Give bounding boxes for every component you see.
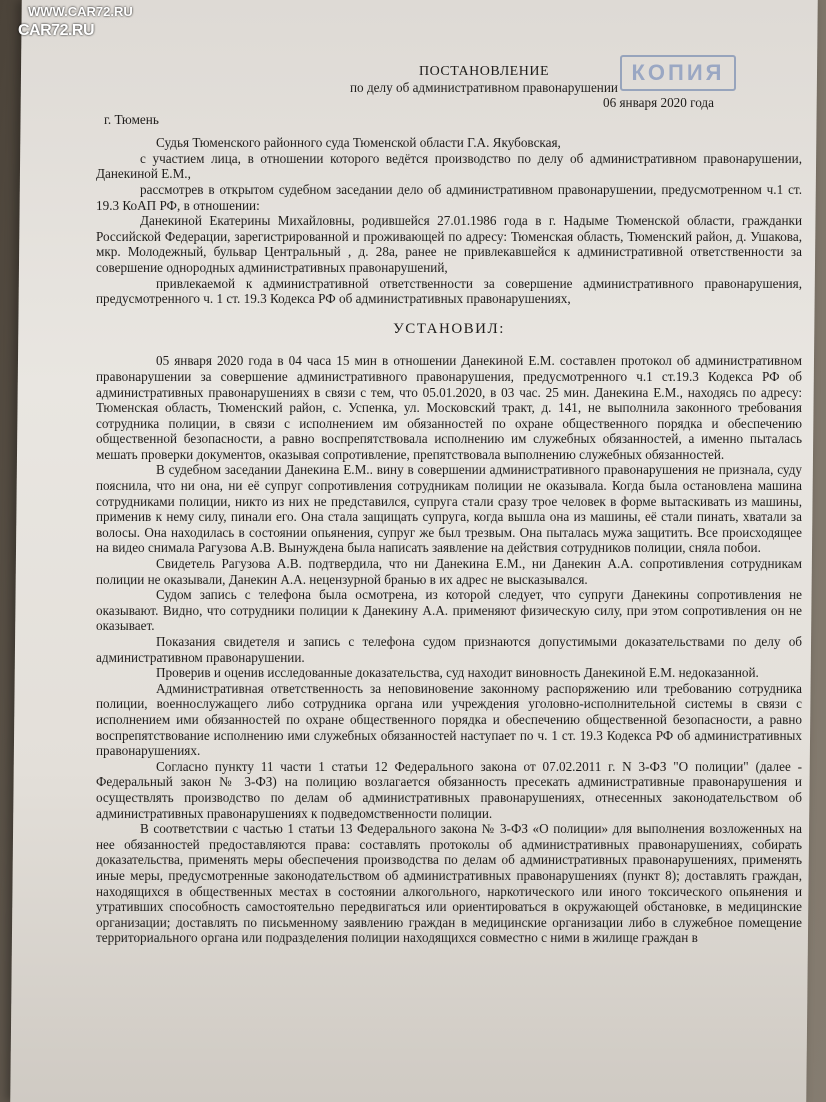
document-body: [96, 64, 802, 946]
place-date-line: [96, 95, 802, 129]
paragraph-protocol: 05 января 2020 года в 04 часа 15 мин в отношении Данекиной Е.М. составлен протокол об административном правонарушении за совершение административного правонарушения, предусмотренного ч.1 ст.19.3 Кодекса РФ об административных правонарушениях в связи с тем, что 05.01.2020, в 03 час. 25 мин. Данекина Е.М., находясь по адресу: Тюменская область, Тюменский район, с. Успенка, ул. Московский тракт, д. 141, не выполнила законного требования сотрудника полиции, в связи с исполнением им обязанностей по охране общественного порядка и обеспечению общественной безопасности, а равно воспрепятствовала исполнению им служебных обязанностей, а именно пыталась мешать проверки документов, оказывая сопротивление, препятствовала выполнению служебных обязанностей.: [96, 353, 802, 462]
decision-date: 06 января 2020 года: [603, 95, 714, 111]
watermark-url: WWW.CAR72.RU: [28, 4, 133, 19]
considered-paragraph: рассмотрев в открытом судебном заседании дело об административном правонарушении, предусмотренном ч.1 ст. 19.3 КоАП РФ, в отношении:: [96, 181, 802, 213]
paragraph-liability-basis: Административная ответственность за неповиновение законному распоряжению или требованию сотрудника полиции, военнослужащего либо сотрудника органа или учреждения уголовно-исполнительной системы в связи с исполнением ими обязанностей по охране общественного порядка и обеспечению общественной безопасности, а равно воспрепятствование исполнению ими служебных обязанностей наступает по ч. 1 ст. 19.3 Кодекса РФ об административных правонарушениях.: [96, 680, 802, 759]
participants-paragraph: с участием лица, в отношении которого ведётся производство по делу об административном правонарушении, Данекиной Е.М.,: [96, 150, 802, 182]
section-title-established: УСТАНОВИЛ:: [393, 320, 505, 337]
paragraph-defendant-testimony: В судебном заседании Данекина Е.М.. вину в совершении административного правонарушения не признала, суду пояснила, что ни она, ни её супруг сопротивления сотрудникам полиции не оказывала. Когда была остановлена машина сотрудниками полиции, никто из них не представился, супруга стали сразу трое человек в форме вытаскивать из машины, применив к нему силу, пинали его. Она стала защищать супруга, когда вышла она из машины, её стали пинать, хватали за волосы. Она находилась в состоянии опьянения, супруг же был трезвым. Она пыталась мужа защитить. Все происходящее на видео снимала Рагузова А.В. Вынуждена была написать заявление на действия сотрудников полиции, сняла побои.: [96, 462, 802, 556]
judge-line: Судья Тюменского районного суда Тюменской области Г.А. Якубовская,: [156, 135, 561, 151]
document-title: ПОСТАНОВЛЕНИЕ: [418, 64, 550, 79]
person-paragraph: Данекиной Екатерины Михайловны, родившейся 27.01.1986 года в г. Надыме Тюменской области, гражданки Российской Федерации, зарегистрированной и проживающей по адресу: Тюменская область, Тюменский район, д. Ушакова, мкр. Молодежный, бульвар Центральный , д. 28а, ранее не привлекавшейся к административной ответственности за совершение однородных административных правонарушений,: [96, 213, 802, 275]
paragraph-police-law-rights: В соответствии с частью 1 статьи 13 Федерального закона № 3-ФЗ «О полиции» для выполнения возложенных на нее обязанностей предоставляются права: составлять протоколы об административных правонарушениях, собирать доказательства, применять меры обеспечения производства по делам об административных правонарушениях, применять иные меры, предусмотренные законодательством об административных правонарушениях (пункт 8); доставлять граждан, находящихся в общественных местах в состоянии алкогольного, наркотического или иного токсического опьянения и утративших способность самостоятельно передвигаться или ориентироваться в окружающей обстановке, в медицинские организации; доставлять по письменному заявлению граждан в медицинские организации либо в служебное помещение территориального органа или подразделения полиции находящихся совместно с ними в жилище граждан в: [96, 821, 802, 946]
paragraph-witness: Свидетель Рагузова А.В. подтвердила, что ни Данекина Е.М., ни Данекин А.А. сопротивления сотрудникам полиции не оказывали, Данекин А.А. нецензурной бранью в их адрес не высказывался.: [96, 556, 802, 587]
paragraph-guilt-unproven: Проверив и оценив исследованные доказательства, суд находит виновность Данекиной Е.М. недоказанной.: [156, 665, 759, 681]
city: г. Тюмень: [104, 112, 159, 128]
site-watermark: [6, 4, 133, 50]
copy-stamp: КОПИЯ: [620, 55, 736, 91]
paragraph-police-law-duty: Согласно пункту 11 части 1 статьи 12 Федерального закона от 07.02.2011 г. N 3-ФЗ "О полиции" (далее - Федеральный закон № 3-ФЗ) на полицию возлагается обязанность пресекать административные правонарушения и осуществлять производство по делам об административных правонарушениях, отнесенных законодательством об административных правонарушениях к подведомственности полиции.: [96, 758, 802, 821]
watermark-logo: CAR72.RU: [18, 22, 95, 39]
paragraph-video-record: Судом запись с телефона была осмотрена, из которой следует, что супруги Данекины сопротивления не оказывают. Видно, что сотрудники полиции к Данекину А.А. применяют физическую силу, при этом сопротивления он не оказывает.: [96, 587, 802, 634]
charged-paragraph: привлекаемой к административной ответственности за совершение административного правонарушения, предусмотренного ч. 1 ст. 19.3 Кодекса РФ об административных правонарушениях,: [96, 275, 802, 307]
paragraph-evidence-admissible: Показания свидетеля и запись с телефона судом признаются допустимыми доказательствами по делу об административном правонарушении.: [96, 634, 802, 665]
document-subtitle: по делу об административном правонарушении: [350, 79, 618, 95]
